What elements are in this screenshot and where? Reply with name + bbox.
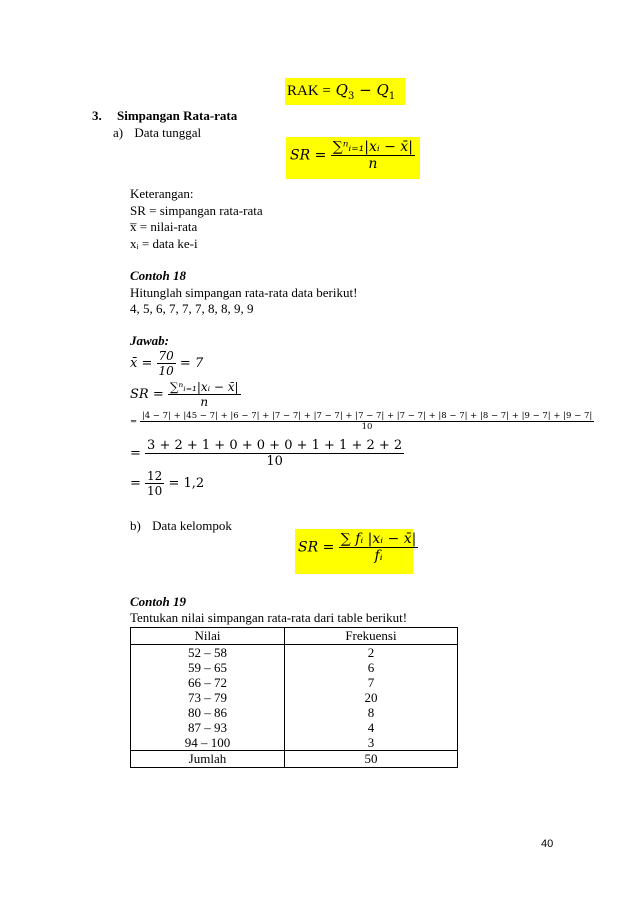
section-title: Simpangan Rata-rata [117, 108, 238, 123]
jawab-step3-num: 12 [147, 469, 163, 483]
keterangan-item-sr: SR = simpangan rata-rata [130, 203, 263, 218]
keterangan-item-xi: xᵢ = data ke-i [130, 236, 198, 251]
table-header-row [131, 628, 458, 645]
formula-group-fraction [339, 531, 419, 564]
table-footer-total: 50 [284, 751, 457, 768]
table-cell-nilai: 66 – 72 [131, 675, 285, 690]
contoh18-question: Hitunglah simpangan rata-rata data berikut! [130, 285, 358, 300]
formula-single [290, 139, 415, 172]
contoh18-heading: Contoh 18 [130, 268, 186, 283]
jawab-step3 [130, 469, 204, 498]
contoh19-question: Tentukan nilai simpangan rata-rata dari table berikut! [130, 610, 408, 625]
table-cell-nilai: 87 – 93 [131, 720, 285, 735]
jawab-step3-fraction [145, 469, 164, 498]
table-cell-nilai: 94 – 100 [131, 735, 285, 751]
jawab-mean-lhs: x̄ = [130, 356, 153, 371]
formula-group-lhs: SR = [298, 539, 335, 556]
table-header-nilai: Nilai [131, 628, 285, 645]
table-cell-frekuensi: 7 [284, 675, 457, 690]
jawab-mean-result: = 7 [179, 356, 204, 371]
contoh19-heading: Contoh 19 [130, 594, 186, 609]
jawab-mean-num: 70 [158, 349, 174, 363]
formula-single-numerator: ∑ⁿᵢ₌₁|xᵢ − x̄| [332, 139, 413, 155]
jawab-heading: Jawab: [130, 333, 169, 348]
table-row [131, 735, 458, 751]
jawab-long-fraction [140, 411, 594, 432]
section-number: 3. [92, 108, 102, 123]
table-row [131, 720, 458, 735]
contoh18-data: 4, 5, 6, 7, 7, 7, 8, 8, 9, 9 [130, 301, 254, 316]
jawab-long-num: |4 − 7| + |45 − 7| + |6 − 7| + |7 − 7| + |7 − 7| + |7 − 7| + |7 − 7| + |8 − 7| + |8 − 7| + |9 − 7| + |9 − 7| [141, 411, 593, 421]
jawab-long-expression [130, 411, 594, 432]
table-row [131, 645, 458, 661]
subsection-b-label: b) [130, 518, 141, 533]
jawab-mean-den: 10 [158, 364, 174, 378]
frequency-table [130, 627, 458, 768]
table-row [131, 705, 458, 720]
table-row [131, 690, 458, 705]
table-cell-nilai: 59 – 65 [131, 660, 285, 675]
table-cell-nilai: 73 – 79 [131, 690, 285, 705]
rak-q1-sub: 1 [388, 91, 396, 102]
rak-formula [287, 81, 395, 102]
table-cell-nilai: 80 – 86 [131, 705, 285, 720]
section-heading [92, 108, 237, 124]
table-footer-row [131, 751, 458, 768]
jawab-step2-num: 3 + 2 + 1 + 0 + 0 + 0 + 1 + 1 + 2 + 2 [147, 438, 403, 453]
jawab-step2-eq: = [130, 446, 141, 461]
subsection-a-title: Data tunggal [134, 125, 202, 140]
jawab-step3-den: 10 [147, 484, 163, 498]
formula-single-fraction [331, 139, 415, 172]
rak-q3: Q [335, 81, 348, 99]
subsection-b-title: Data kelompok [152, 518, 232, 533]
jawab-step3-eq: = [130, 476, 141, 491]
jawab-sr-fraction [168, 380, 241, 409]
table-cell-frekuensi: 3 [284, 735, 457, 751]
table-cell-frekuensi: 8 [284, 705, 457, 720]
jawab-long-den: 10 [361, 422, 373, 432]
subsection-a-label: a) [113, 125, 124, 140]
table-cell-nilai: 52 – 58 [131, 645, 285, 661]
jawab-sr-lhs: SR = [130, 387, 164, 402]
table-cell-frekuensi: 20 [284, 690, 457, 705]
jawab-step2 [130, 438, 404, 469]
formula-group [298, 531, 418, 564]
page-number: 40 [541, 838, 554, 850]
formula-single-lhs: SR = [290, 147, 327, 164]
keterangan-heading: Keterangan: [130, 186, 194, 201]
table-cell-frekuensi: 4 [284, 720, 457, 735]
table-row [131, 675, 458, 690]
keterangan-item-xbar: x̅ = nilai-rata [130, 219, 198, 234]
table-cell-frekuensi: 6 [284, 660, 457, 675]
jawab-sr-num: ∑ⁿᵢ₌₁|xᵢ − x̄| [169, 380, 239, 394]
table-footer-label: Jumlah [131, 751, 285, 768]
jawab-mean-fraction [157, 349, 176, 378]
table-cell-frekuensi: 2 [284, 645, 457, 661]
jawab-step2-fraction [145, 438, 404, 469]
rak-q3-sub: 3 [347, 91, 355, 102]
jawab-sr-den: n [200, 395, 209, 409]
formula-group-numerator: ∑ fᵢ |xᵢ − x̄| [340, 531, 417, 547]
table-header-frekuensi: Frekuensi [284, 628, 457, 645]
jawab-long-eq: = [130, 416, 138, 427]
formula-group-denominator: fᵢ [374, 548, 383, 564]
formula-single-denominator: n [368, 156, 378, 172]
rak-lhs: RAK = [287, 83, 331, 99]
jawab-mean [130, 349, 203, 378]
jawab-step3-result: = 1,2 [168, 476, 205, 491]
subsection-a [113, 125, 201, 141]
table-row [131, 660, 458, 675]
subsection-b [130, 518, 232, 534]
rak-minus: − [359, 81, 372, 99]
jawab-sr [130, 380, 241, 409]
rak-q1: Q [376, 81, 389, 99]
jawab-step2-den: 10 [266, 454, 283, 469]
